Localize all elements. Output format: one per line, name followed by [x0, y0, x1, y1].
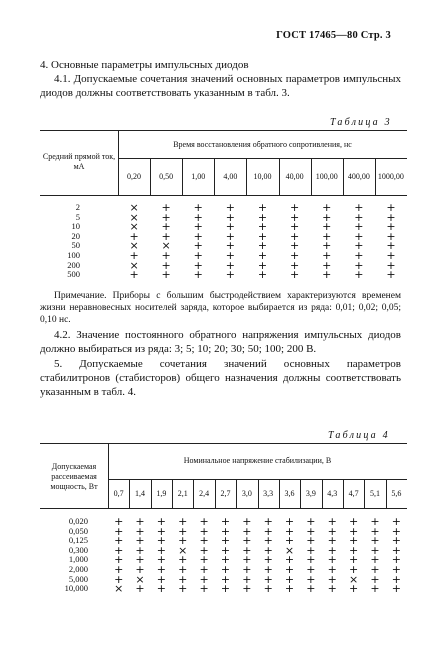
plus-mark: + [348, 582, 359, 596]
cross-mark: × [129, 210, 139, 224]
plus-mark: + [135, 524, 145, 538]
plus-mark: + [156, 515, 166, 528]
plus-mark: + [284, 563, 295, 576]
section-4-title: 4. Основные параметры импульсных диодов [40, 59, 249, 71]
table-3-caption: Таблица 3 [330, 117, 392, 128]
plus-mark: + [370, 553, 380, 567]
plus-mark: + [322, 268, 332, 282]
plus-mark: + [327, 572, 337, 586]
plus-mark: + [135, 563, 145, 576]
plus-mark: + [220, 515, 231, 528]
plus-mark: + [289, 268, 300, 282]
plus-mark: + [386, 210, 396, 224]
plus-mark: + [257, 201, 268, 214]
plus-mark: + [220, 572, 231, 586]
row-label: 1,000 [68, 554, 88, 565]
table-4-column-group: Номинальное напряжение стабилизации, В [183, 456, 332, 465]
plus-mark: + [306, 563, 316, 576]
plus-mark: + [161, 220, 171, 234]
plus-mark: + [178, 563, 188, 576]
row-label: 10 [71, 221, 80, 232]
plus-mark: + [386, 249, 396, 262]
plus-mark: + [322, 249, 332, 262]
plus-mark: + [257, 258, 268, 272]
plus-mark: + [263, 515, 273, 528]
column-header: 2,1 [177, 488, 188, 498]
plus-mark: + [193, 258, 203, 272]
table-4-row-header: Допускаемая рассеиваемая мощность, Вт [50, 462, 98, 491]
plus-mark: + [322, 220, 332, 234]
plus-mark: + [289, 220, 300, 234]
paragraph-4-2: 4.2. Значение постоянного обратного напряжения импульсных диодов должно выбираться из ряда: 3; 5; 10; 20; 30; 50; 100; 200 В. [40, 329, 401, 355]
plus-mark: + [386, 239, 396, 253]
plus-mark: + [225, 239, 235, 253]
plus-mark: + [199, 553, 209, 567]
plus-mark: + [322, 210, 332, 224]
plus-mark: + [263, 553, 273, 567]
plus-mark: + [135, 553, 145, 567]
column-header: 4,7 [348, 488, 359, 498]
plus-mark: + [386, 258, 396, 272]
plus-mark: + [178, 515, 188, 528]
plus-mark: + [257, 268, 268, 282]
plus-mark: + [225, 210, 235, 224]
column-header: 4,3 [327, 488, 338, 498]
plus-mark: + [156, 534, 166, 548]
plus-mark: + [263, 534, 273, 548]
plus-mark: + [114, 563, 124, 576]
plus-mark: + [156, 524, 166, 538]
plus-mark: + [225, 201, 235, 214]
plus-mark: + [306, 534, 316, 548]
plus-mark: + [242, 582, 252, 596]
plus-mark: + [354, 210, 364, 224]
cross-mark: × [114, 582, 124, 596]
plus-mark: + [391, 515, 401, 528]
plus-mark: + [370, 563, 380, 576]
plus-mark: + [354, 229, 364, 243]
plus-mark: + [370, 534, 380, 548]
plus-mark: + [242, 572, 252, 586]
column-header: 2,4 [199, 488, 210, 498]
plus-mark: + [129, 268, 139, 282]
plus-mark: + [354, 249, 364, 262]
column-header: 0,20 [127, 171, 142, 181]
column-header: 100,00 [315, 171, 338, 181]
plus-mark: + [327, 543, 337, 557]
table-3-note: Примечание. Приборы с большим быстродействием характеризуются временем жизни неравновесных носителей заряда, которое выбирается из ряда: 0,01; 0,02; 0,05; 0,10 нс. [40, 291, 401, 325]
column-header: 400,00 [347, 171, 370, 181]
plus-mark: + [391, 543, 401, 557]
plus-mark: + [386, 229, 396, 243]
column-header: 1000,00 [377, 171, 404, 181]
plus-mark: + [220, 582, 231, 596]
cross-mark: × [135, 572, 145, 586]
plus-mark: + [257, 249, 268, 262]
plus-mark: + [161, 268, 171, 282]
table-4-caption: Таблица 4 [328, 430, 390, 441]
cross-mark: × [129, 201, 139, 214]
plus-mark: + [199, 534, 209, 548]
row-label: 200 [67, 259, 80, 270]
plus-mark: + [114, 515, 124, 528]
plus-mark: + [327, 515, 337, 528]
column-header: 4,00 [223, 171, 238, 181]
plus-mark: + [156, 563, 166, 576]
plus-mark: + [193, 249, 203, 262]
column-header: 10,00 [253, 171, 272, 181]
plus-mark: + [199, 524, 209, 538]
plus-mark: + [135, 515, 145, 528]
row-label: 0,125 [68, 535, 88, 546]
cross-mark: × [129, 220, 139, 234]
plus-mark: + [289, 210, 300, 224]
row-label: 100 [67, 250, 80, 260]
plus-mark: + [193, 229, 203, 243]
plus-mark: + [193, 239, 203, 253]
row-label: 2 [75, 202, 80, 212]
column-header: 1,00 [191, 171, 206, 181]
row-label: 0,050 [68, 525, 88, 536]
plus-mark: + [322, 229, 332, 243]
plus-mark: + [391, 524, 401, 538]
column-header: 3,3 [263, 488, 274, 498]
plus-mark: + [370, 543, 380, 557]
column-header: 40,00 [285, 171, 304, 181]
plus-mark: + [178, 534, 188, 548]
row-label: 0,300 [68, 544, 88, 555]
plus-mark: + [289, 229, 300, 243]
plus-mark: + [354, 201, 364, 214]
plus-mark: + [370, 524, 380, 538]
plus-mark: + [193, 220, 203, 234]
plus-mark: + [348, 553, 359, 567]
plus-mark: + [193, 201, 203, 214]
cross-mark: × [348, 572, 359, 586]
column-header: 5,1 [369, 488, 380, 498]
plus-mark: + [391, 534, 401, 548]
plus-mark: + [306, 553, 316, 567]
plus-mark: + [370, 582, 380, 596]
plus-mark: + [178, 582, 188, 596]
plus-mark: + [199, 563, 209, 576]
plus-mark: + [289, 249, 300, 262]
plus-mark: + [193, 210, 203, 224]
plus-mark: + [306, 515, 316, 528]
plus-mark: + [156, 582, 166, 596]
plus-mark: + [114, 543, 124, 557]
plus-mark: + [289, 258, 300, 272]
plus-mark: + [306, 543, 316, 557]
plus-mark: + [348, 515, 359, 528]
plus-mark: + [322, 258, 332, 272]
plus-mark: + [370, 572, 380, 586]
row-label: 10,000 [64, 583, 88, 594]
plus-mark: + [391, 582, 401, 596]
row-label: 500 [67, 269, 80, 280]
plus-mark: + [178, 553, 188, 567]
plus-mark: + [161, 210, 171, 224]
plus-mark: + [242, 534, 252, 548]
plus-mark: + [242, 515, 252, 528]
cross-mark: × [129, 239, 139, 253]
row-label: 20 [71, 230, 80, 241]
plus-mark: + [225, 220, 235, 234]
plus-mark: + [161, 201, 171, 214]
plus-mark: + [220, 553, 231, 567]
plus-mark: + [225, 268, 235, 282]
plus-mark: + [225, 249, 235, 262]
plus-mark: + [220, 563, 231, 576]
plus-mark: + [178, 572, 188, 586]
plus-mark: + [161, 229, 171, 243]
plus-mark: + [284, 572, 295, 586]
page-header: ГОСТ 17465—80 Стр. 3 [276, 30, 391, 41]
plus-mark: + [225, 229, 235, 243]
plus-mark: + [348, 534, 359, 548]
plus-mark: + [263, 582, 273, 596]
column-header: 3,6 [284, 488, 295, 498]
column-header: 3,9 [305, 488, 316, 498]
plus-mark: + [284, 553, 295, 567]
plus-mark: + [242, 563, 252, 576]
plus-mark: + [327, 534, 337, 548]
plus-mark: + [348, 543, 359, 557]
row-label: 2,000 [68, 564, 88, 574]
column-header: 5,6 [391, 488, 402, 498]
plus-mark: + [354, 268, 364, 282]
plus-mark: + [386, 268, 396, 282]
column-header: 2,7 [220, 488, 231, 498]
plus-mark: + [386, 220, 396, 234]
table-3-row-header: Средний прямой ток, мА [42, 152, 116, 171]
plus-mark: + [114, 524, 124, 538]
plus-mark: + [391, 553, 401, 567]
plus-mark: + [156, 543, 166, 557]
plus-mark: + [263, 572, 273, 586]
plus-mark: + [114, 553, 124, 567]
row-label: 0,020 [68, 516, 88, 526]
plus-mark: + [327, 563, 337, 576]
cross-mark: × [129, 258, 139, 272]
plus-mark: + [354, 220, 364, 234]
plus-mark: + [199, 582, 209, 596]
cross-mark: × [178, 543, 188, 557]
plus-mark: + [306, 524, 316, 538]
plus-mark: + [322, 201, 332, 214]
plus-mark: + [129, 229, 139, 243]
table-3-column-group: Время восстановления обратного сопротивления, нс [173, 140, 352, 149]
paragraph-5: 5. Допускаемые сочетания значений основных параметров стабилитронов (стабисторов) общего назначения должны соответствовать указанным в табл. 4. [40, 358, 401, 398]
plus-mark: + [257, 210, 268, 224]
column-header: 0,50 [159, 171, 174, 181]
plus-mark: + [161, 258, 171, 272]
plus-mark: + [354, 239, 364, 253]
plus-mark: + [199, 543, 209, 557]
plus-mark: + [284, 534, 295, 548]
cross-mark: × [284, 543, 295, 557]
plus-mark: + [289, 239, 300, 253]
paragraph-4-1: 4.1. Допускаемые сочетания значений основных параметров импульсных диодов должны соответствовать указанным в табл. 3. [40, 73, 401, 99]
plus-mark: + [391, 572, 401, 586]
column-header: 1,9 [156, 488, 167, 498]
plus-mark: + [284, 515, 295, 528]
plus-mark: + [225, 258, 235, 272]
plus-mark: + [284, 582, 295, 596]
column-header: 1,4 [135, 488, 146, 498]
plus-mark: + [370, 515, 380, 528]
plus-mark: + [193, 268, 203, 282]
plus-mark: + [135, 582, 145, 596]
row-label: 5,000 [68, 573, 88, 584]
plus-mark: + [161, 249, 171, 262]
plus-mark: + [220, 534, 231, 548]
plus-mark: + [348, 524, 359, 538]
plus-mark: + [348, 563, 359, 576]
plus-mark: + [257, 239, 268, 253]
cross-mark: × [161, 239, 171, 253]
plus-mark: + [114, 572, 124, 586]
plus-mark: + [242, 553, 252, 567]
plus-mark: + [242, 543, 252, 557]
plus-mark: + [263, 524, 273, 538]
plus-mark: + [306, 572, 316, 586]
plus-mark: + [156, 572, 166, 586]
row-label: 50 [71, 240, 80, 251]
plus-mark: + [199, 572, 209, 586]
plus-mark: + [178, 524, 188, 538]
plus-mark: + [354, 258, 364, 272]
plus-mark: + [199, 515, 209, 528]
plus-mark: + [263, 543, 273, 557]
plus-mark: + [135, 543, 145, 557]
plus-mark: + [327, 524, 337, 538]
row-label: 5 [75, 211, 80, 222]
plus-mark: + [386, 201, 396, 214]
plus-mark: + [135, 534, 145, 548]
plus-mark: + [327, 553, 337, 567]
plus-mark: + [322, 239, 332, 253]
plus-mark: + [129, 249, 139, 262]
plus-mark: + [263, 563, 273, 576]
plus-mark: + [242, 524, 252, 538]
plus-mark: + [327, 582, 337, 596]
plus-mark: + [257, 220, 268, 234]
plus-mark: + [114, 534, 124, 548]
plus-mark: + [306, 582, 316, 596]
plus-mark: + [289, 201, 300, 214]
plus-mark: + [257, 229, 268, 243]
plus-mark: + [156, 553, 166, 567]
column-header: 0,7 [113, 488, 124, 498]
plus-mark: + [284, 524, 295, 538]
plus-mark: + [391, 563, 401, 576]
column-header: 3,0 [241, 488, 252, 498]
plus-mark: + [220, 543, 231, 557]
plus-mark: + [220, 524, 231, 538]
